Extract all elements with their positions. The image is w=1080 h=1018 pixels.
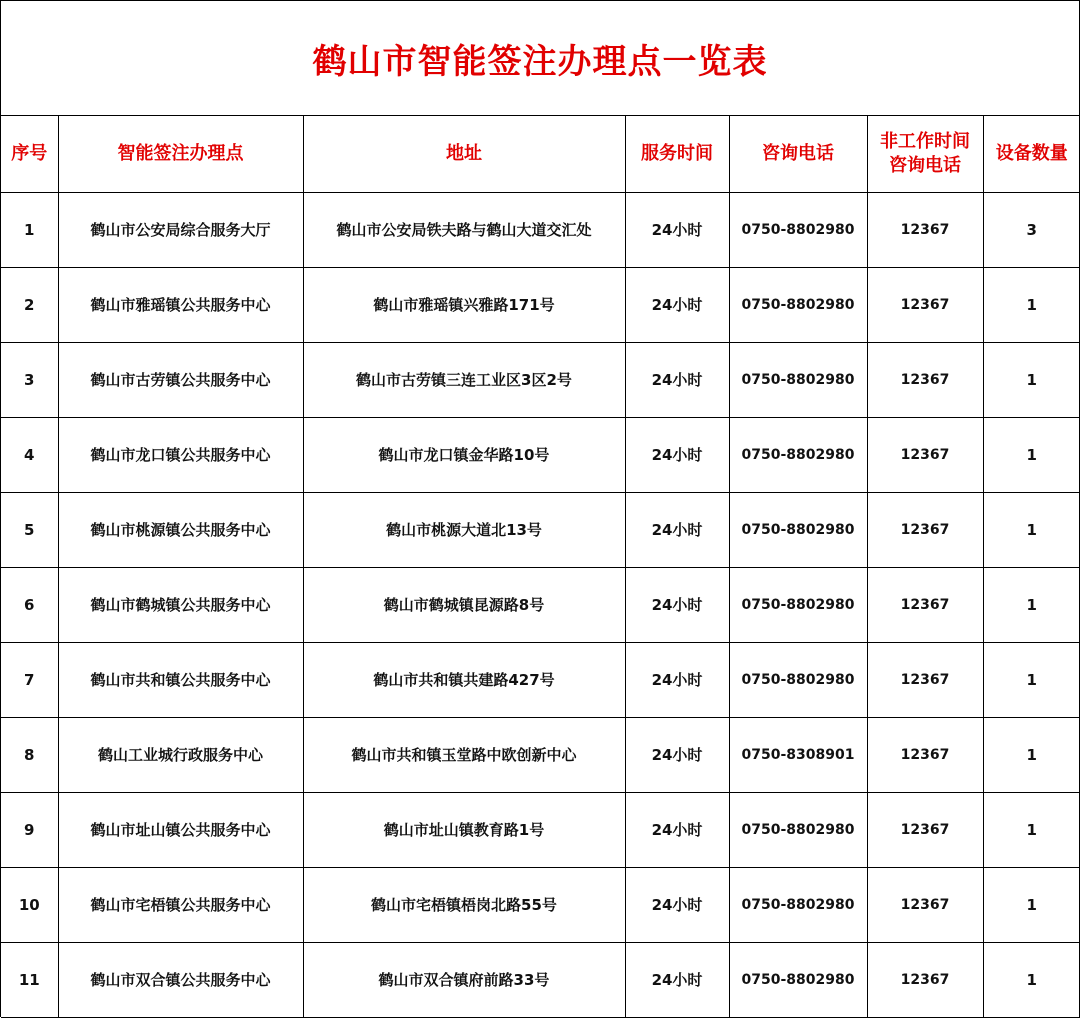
table-body xyxy=(1,192,1080,1017)
cell-device-count: 1 xyxy=(983,267,1080,342)
cell-afterhours-phone: 12367 xyxy=(867,267,983,342)
cell-afterhours-phone: 12367 xyxy=(867,867,983,942)
cell-index: 3 xyxy=(1,342,58,417)
table-row xyxy=(1,192,1080,267)
cell-address: 鹤山市共和镇玉堂路中欧创新中心 xyxy=(303,717,625,792)
table-row xyxy=(1,942,1080,1017)
cell-afterhours-phone: 12367 xyxy=(867,492,983,567)
table-row xyxy=(1,267,1080,342)
cell-afterhours-phone: 12367 xyxy=(867,417,983,492)
cell-address: 鹤山市宅梧镇梧岗北路55号 xyxy=(303,867,625,942)
table-row xyxy=(1,567,1080,642)
cell-service-hours: 24小时 xyxy=(625,867,729,942)
cell-device-count: 1 xyxy=(983,717,1080,792)
cell-address: 鹤山市双合镇府前路33号 xyxy=(303,942,625,1017)
cell-afterhours-phone: 12367 xyxy=(867,192,983,267)
cell-device-count: 1 xyxy=(983,567,1080,642)
cell-phone: 0750-8802980 xyxy=(729,267,867,342)
cell-service-hours: 24小时 xyxy=(625,567,729,642)
cell-location: 鹤山市共和镇公共服务中心 xyxy=(58,642,303,717)
cell-index: 1 xyxy=(1,192,58,267)
cell-phone: 0750-8802980 xyxy=(729,492,867,567)
cell-device-count: 1 xyxy=(983,867,1080,942)
cell-device-count: 1 xyxy=(983,417,1080,492)
header-service-hours: 服务时间 xyxy=(625,116,729,192)
cell-address: 鹤山市公安局铁夫路与鹤山大道交汇处 xyxy=(303,192,625,267)
cell-location: 鹤山市桃源镇公共服务中心 xyxy=(58,492,303,567)
cell-address: 鹤山市龙口镇金华路10号 xyxy=(303,417,625,492)
cell-location: 鹤山市鹤城镇公共服务中心 xyxy=(58,567,303,642)
cell-index: 9 xyxy=(1,792,58,867)
cell-phone: 0750-8802980 xyxy=(729,342,867,417)
cell-location: 鹤山市双合镇公共服务中心 xyxy=(58,942,303,1017)
cell-index: 5 xyxy=(1,492,58,567)
table-row xyxy=(1,417,1080,492)
cell-device-count: 1 xyxy=(983,492,1080,567)
cell-location: 鹤山市古劳镇公共服务中心 xyxy=(58,342,303,417)
cell-location: 鹤山市址山镇公共服务中心 xyxy=(58,792,303,867)
cell-device-count: 1 xyxy=(983,792,1080,867)
header-address: 地址 xyxy=(303,116,625,192)
cell-address: 鹤山市雅瑶镇兴雅路171号 xyxy=(303,267,625,342)
cell-location: 鹤山市龙口镇公共服务中心 xyxy=(58,417,303,492)
cell-address: 鹤山市古劳镇三连工业区3区2号 xyxy=(303,342,625,417)
table-row xyxy=(1,867,1080,942)
service-points-table xyxy=(1,116,1080,1018)
cell-afterhours-phone: 12367 xyxy=(867,342,983,417)
cell-service-hours: 24小时 xyxy=(625,942,729,1017)
cell-service-hours: 24小时 xyxy=(625,492,729,567)
cell-device-count: 1 xyxy=(983,642,1080,717)
cell-index: 4 xyxy=(1,417,58,492)
table-row xyxy=(1,717,1080,792)
cell-location: 鹤山工业城行政服务中心 xyxy=(58,717,303,792)
cell-device-count: 3 xyxy=(983,192,1080,267)
cell-index: 10 xyxy=(1,867,58,942)
cell-device-count: 1 xyxy=(983,342,1080,417)
cell-index: 11 xyxy=(1,942,58,1017)
cell-phone: 0750-8802980 xyxy=(729,192,867,267)
table-row xyxy=(1,792,1080,867)
header-location: 智能签注办理点 xyxy=(58,116,303,192)
cell-index: 6 xyxy=(1,567,58,642)
cell-afterhours-phone: 12367 xyxy=(867,717,983,792)
cell-service-hours: 24小时 xyxy=(625,192,729,267)
cell-index: 2 xyxy=(1,267,58,342)
cell-service-hours: 24小时 xyxy=(625,417,729,492)
cell-afterhours-phone: 12367 xyxy=(867,567,983,642)
header-device-count: 设备数量 xyxy=(983,116,1080,192)
cell-index: 8 xyxy=(1,717,58,792)
header-row xyxy=(1,116,1080,192)
cell-phone: 0750-8802980 xyxy=(729,942,867,1017)
cell-index: 7 xyxy=(1,642,58,717)
page-title: 鹤山市智能签注办理点一览表 xyxy=(312,41,768,82)
cell-service-hours: 24小时 xyxy=(625,267,729,342)
cell-phone: 0750-8802980 xyxy=(729,792,867,867)
table-row xyxy=(1,342,1080,417)
cell-address: 鹤山市鹤城镇昆源路8号 xyxy=(303,567,625,642)
cell-phone: 0750-8802980 xyxy=(729,567,867,642)
cell-location: 鹤山市公安局综合服务大厅 xyxy=(58,192,303,267)
cell-afterhours-phone: 12367 xyxy=(867,642,983,717)
cell-phone: 0750-8308901 xyxy=(729,717,867,792)
header-index: 序号 xyxy=(1,116,58,192)
cell-address: 鹤山市址山镇教育路1号 xyxy=(303,792,625,867)
cell-address: 鹤山市桃源大道北13号 xyxy=(303,492,625,567)
cell-phone: 0750-8802980 xyxy=(729,867,867,942)
cell-device-count: 1 xyxy=(983,942,1080,1017)
cell-service-hours: 24小时 xyxy=(625,342,729,417)
header-afterhours-phone: 非工作时间 咨询电话 xyxy=(867,116,983,192)
cell-afterhours-phone: 12367 xyxy=(867,792,983,867)
cell-location: 鹤山市宅梧镇公共服务中心 xyxy=(58,867,303,942)
title-row xyxy=(1,1,1079,116)
cell-address: 鹤山市共和镇共建路427号 xyxy=(303,642,625,717)
table-row xyxy=(1,642,1080,717)
cell-service-hours: 24小时 xyxy=(625,717,729,792)
cell-phone: 0750-8802980 xyxy=(729,417,867,492)
cell-afterhours-phone: 12367 xyxy=(867,942,983,1017)
cell-service-hours: 24小时 xyxy=(625,642,729,717)
cell-location: 鹤山市雅瑶镇公共服务中心 xyxy=(58,267,303,342)
table-row xyxy=(1,492,1080,567)
cell-service-hours: 24小时 xyxy=(625,792,729,867)
cell-phone: 0750-8802980 xyxy=(729,642,867,717)
header-phone: 咨询电话 xyxy=(729,116,867,192)
